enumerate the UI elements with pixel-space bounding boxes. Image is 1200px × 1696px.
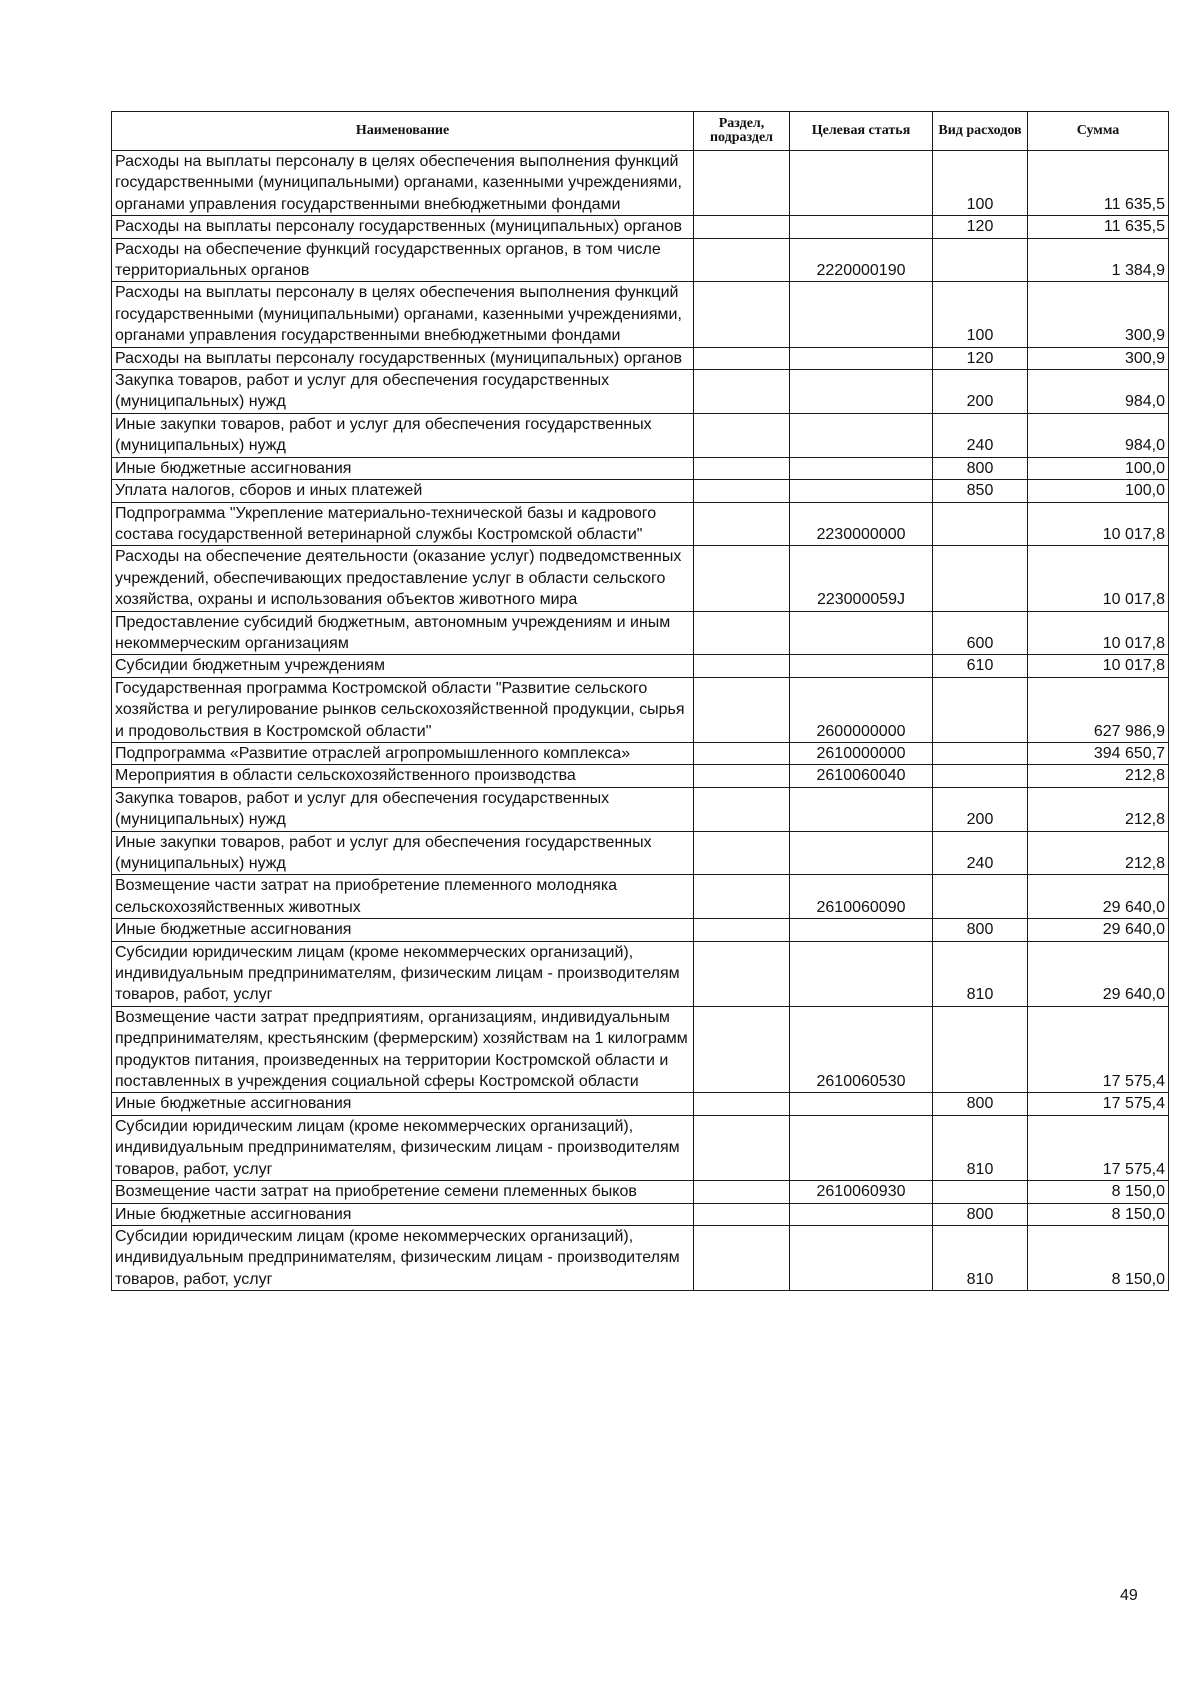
cell-sum: 212,8	[1028, 787, 1169, 831]
cell-section	[694, 347, 790, 369]
cell-code: 2220000190	[790, 238, 933, 282]
cell-kind: 200	[933, 370, 1028, 414]
cell-sum: 17 575,4	[1028, 1093, 1169, 1115]
table-row	[112, 831, 1169, 875]
table-row	[112, 216, 1169, 238]
cell-name: Расходы на выплаты персоналу в целях обеспечения выполнения функций государственными (муниципальными) органами, казенными учреждениями, органами управления государственными внебюджетными фондами	[112, 151, 694, 216]
header-code: Целевая статья	[790, 112, 933, 151]
cell-sum: 300,9	[1028, 282, 1169, 347]
cell-sum: 10 017,8	[1028, 655, 1169, 677]
cell-name: Иные закупки товаров, работ и услуг для обеспечения государственных (муниципальных) нужд	[112, 831, 694, 875]
cell-code	[790, 151, 933, 216]
cell-code	[790, 1225, 933, 1290]
cell-code: 2610060930	[790, 1181, 933, 1203]
cell-section	[694, 941, 790, 1006]
cell-section	[694, 216, 790, 238]
cell-sum: 300,9	[1028, 347, 1169, 369]
cell-code	[790, 831, 933, 875]
cell-name: Расходы на выплаты персоналу в целях обеспечения выполнения функций государственными (муниципальными) органами, казенными учреждениями, органами управления государственными внебюджетными фондами	[112, 282, 694, 347]
cell-sum: 394 650,7	[1028, 742, 1169, 764]
cell-section	[694, 151, 790, 216]
table-row	[112, 238, 1169, 282]
cell-section	[694, 282, 790, 347]
cell-kind	[933, 742, 1028, 764]
cell-kind: 810	[933, 941, 1028, 1006]
cell-section	[694, 1225, 790, 1290]
table-row	[112, 502, 1169, 546]
cell-kind: 800	[933, 1203, 1028, 1225]
cell-code	[790, 1093, 933, 1115]
table-row	[112, 677, 1169, 742]
cell-sum: 10 017,8	[1028, 611, 1169, 655]
table-row	[112, 1115, 1169, 1180]
header-kind: Вид расходов	[933, 112, 1028, 151]
cell-sum: 1 384,9	[1028, 238, 1169, 282]
cell-name: Субсидии бюджетным учреждениям	[112, 655, 694, 677]
table-row	[112, 1006, 1169, 1093]
budget-table-body	[112, 151, 1169, 1291]
cell-kind: 120	[933, 216, 1028, 238]
cell-name: Уплата налогов, сборов и иных платежей	[112, 480, 694, 502]
cell-sum: 984,0	[1028, 370, 1169, 414]
cell-name: Субсидии юридическим лицам (кроме некоммерческих организаций), индивидуальным предпринимателям, физическим лицам - производителям товаров, работ, услуг	[112, 1225, 694, 1290]
cell-code	[790, 216, 933, 238]
cell-name: Расходы на обеспечение деятельности (оказание услуг) подведомственных учреждений, обеспечивающих предоставление услуг в области сельского хозяйства, охраны и использования объектов животного мира	[112, 546, 694, 611]
cell-name: Подпрограмма "Укрепление материально-технической базы и кадрового состава государственной ветеринарной службы Костромской области"	[112, 502, 694, 546]
budget-table	[111, 111, 1169, 1291]
cell-sum: 29 640,0	[1028, 875, 1169, 919]
cell-name: Закупка товаров, работ и услуг для обеспечения государственных (муниципальных) нужд	[112, 787, 694, 831]
table-header-row	[112, 112, 1169, 151]
cell-section	[694, 677, 790, 742]
cell-section	[694, 1115, 790, 1180]
cell-kind	[933, 875, 1028, 919]
cell-kind	[933, 238, 1028, 282]
cell-name: Иные бюджетные ассигнования	[112, 1093, 694, 1115]
cell-kind: 100	[933, 282, 1028, 347]
cell-section	[694, 457, 790, 479]
table-row	[112, 941, 1169, 1006]
cell-code	[790, 282, 933, 347]
table-row	[112, 413, 1169, 457]
cell-sum: 10 017,8	[1028, 546, 1169, 611]
cell-name: Расходы на выплаты персоналу государственных (муниципальных) органов	[112, 216, 694, 238]
table-row	[112, 282, 1169, 347]
table-row	[112, 875, 1169, 919]
cell-sum: 17 575,4	[1028, 1006, 1169, 1093]
cell-sum: 10 017,8	[1028, 502, 1169, 546]
header-sum: Сумма	[1028, 112, 1169, 151]
cell-kind	[933, 1181, 1028, 1203]
cell-name: Возмещение части затрат на приобретение семени племенных быков	[112, 1181, 694, 1203]
cell-name: Субсидии юридическим лицам (кроме некоммерческих организаций), индивидуальным предпринимателям, физическим лицам - производителям товаров, работ, услуг	[112, 1115, 694, 1180]
page-number: 49	[1120, 1587, 1138, 1604]
cell-kind: 810	[933, 1115, 1028, 1180]
cell-name: Расходы на обеспечение функций государственных органов, в том числе территориальных органов	[112, 238, 694, 282]
cell-sum: 984,0	[1028, 413, 1169, 457]
cell-code	[790, 457, 933, 479]
cell-section	[694, 919, 790, 941]
cell-sum: 8 150,0	[1028, 1203, 1169, 1225]
table-row	[112, 765, 1169, 787]
cell-name: Иные бюджетные ассигнования	[112, 457, 694, 479]
table-row	[112, 370, 1169, 414]
cell-section	[694, 1181, 790, 1203]
cell-sum: 8 150,0	[1028, 1181, 1169, 1203]
cell-kind	[933, 1006, 1028, 1093]
table-row	[112, 480, 1169, 502]
cell-sum: 627 986,9	[1028, 677, 1169, 742]
cell-kind: 240	[933, 413, 1028, 457]
table-row	[112, 1203, 1169, 1225]
cell-name: Государственная программа Костромской области "Развитие сельского хозяйства и регулирование рынков сельскохозяйственной продукции, сырья и продовольствия в Костромской области"	[112, 677, 694, 742]
cell-name: Иные закупки товаров, работ и услуг для обеспечения государственных (муниципальных) нужд	[112, 413, 694, 457]
table-row	[112, 655, 1169, 677]
cell-sum: 29 640,0	[1028, 941, 1169, 1006]
cell-sum: 11 635,5	[1028, 151, 1169, 216]
table-row	[112, 742, 1169, 764]
table-row	[112, 1093, 1169, 1115]
cell-kind: 610	[933, 655, 1028, 677]
cell-kind: 800	[933, 457, 1028, 479]
cell-code	[790, 347, 933, 369]
cell-kind	[933, 677, 1028, 742]
cell-sum: 100,0	[1028, 480, 1169, 502]
table-row	[112, 611, 1169, 655]
cell-kind	[933, 765, 1028, 787]
cell-section	[694, 546, 790, 611]
cell-kind: 800	[933, 919, 1028, 941]
table-row	[112, 1225, 1169, 1290]
cell-section	[694, 1006, 790, 1093]
cell-name: Субсидии юридическим лицам (кроме некоммерческих организаций), индивидуальным предпринимателям, физическим лицам - производителям товаров, работ, услуг	[112, 941, 694, 1006]
cell-code: 2610060090	[790, 875, 933, 919]
cell-kind	[933, 502, 1028, 546]
cell-section	[694, 611, 790, 655]
cell-code	[790, 413, 933, 457]
cell-kind: 600	[933, 611, 1028, 655]
cell-sum: 17 575,4	[1028, 1115, 1169, 1180]
cell-kind: 120	[933, 347, 1028, 369]
cell-kind: 810	[933, 1225, 1028, 1290]
cell-sum: 8 150,0	[1028, 1225, 1169, 1290]
header-name: Наименование	[112, 112, 694, 151]
cell-section	[694, 831, 790, 875]
cell-kind: 100	[933, 151, 1028, 216]
cell-section	[694, 238, 790, 282]
cell-code	[790, 655, 933, 677]
cell-name: Иные бюджетные ассигнования	[112, 919, 694, 941]
cell-section	[694, 480, 790, 502]
cell-kind: 240	[933, 831, 1028, 875]
table-row	[112, 457, 1169, 479]
table-row	[112, 546, 1169, 611]
cell-name: Предоставление субсидий бюджетным, автономным учреждениям и иным некоммерческим организациям	[112, 611, 694, 655]
cell-code	[790, 370, 933, 414]
cell-section	[694, 1093, 790, 1115]
cell-code: 2610060040	[790, 765, 933, 787]
cell-code	[790, 480, 933, 502]
cell-section	[694, 1203, 790, 1225]
cell-sum: 212,8	[1028, 831, 1169, 875]
cell-kind	[933, 546, 1028, 611]
cell-kind: 800	[933, 1093, 1028, 1115]
cell-name: Подпрограмма «Развитие отраслей агропромышленного комплекса»	[112, 742, 694, 764]
cell-code: 223000059J	[790, 546, 933, 611]
cell-section	[694, 502, 790, 546]
cell-name: Возмещение части затрат на приобретение племенного молодняка сельскохозяйственных животных	[112, 875, 694, 919]
cell-kind: 850	[933, 480, 1028, 502]
cell-section	[694, 655, 790, 677]
table-row	[112, 1181, 1169, 1203]
cell-code	[790, 1115, 933, 1180]
table-row	[112, 347, 1169, 369]
header-section: Раздел, подраздел	[694, 112, 790, 151]
cell-code: 2600000000	[790, 677, 933, 742]
cell-kind: 200	[933, 787, 1028, 831]
cell-sum: 29 640,0	[1028, 919, 1169, 941]
cell-code	[790, 787, 933, 831]
cell-code	[790, 941, 933, 1006]
cell-name: Расходы на выплаты персоналу государственных (муниципальных) органов	[112, 347, 694, 369]
cell-code: 2610000000	[790, 742, 933, 764]
cell-code: 2610060530	[790, 1006, 933, 1093]
cell-code	[790, 919, 933, 941]
budget-sheet	[111, 111, 1168, 1291]
table-row	[112, 151, 1169, 216]
cell-section	[694, 765, 790, 787]
cell-name: Иные бюджетные ассигнования	[112, 1203, 694, 1225]
cell-code: 2230000000	[790, 502, 933, 546]
table-row	[112, 919, 1169, 941]
cell-name: Возмещение части затрат предприятиям, организациям, индивидуальным предпринимателям, крестьянским (фермерским) хозяйствам на 1 килограмм продуктов питания, произведенных на территории Костромской области и поставленных в учреждения социальной сферы Костромской области	[112, 1006, 694, 1093]
cell-name: Мероприятия в области сельскохозяйственного производства	[112, 765, 694, 787]
cell-name: Закупка товаров, работ и услуг для обеспечения государственных (муниципальных) нужд	[112, 370, 694, 414]
cell-code	[790, 1203, 933, 1225]
cell-section	[694, 875, 790, 919]
cell-sum: 212,8	[1028, 765, 1169, 787]
cell-sum: 11 635,5	[1028, 216, 1169, 238]
cell-section	[694, 742, 790, 764]
table-row	[112, 787, 1169, 831]
cell-section	[694, 787, 790, 831]
cell-sum: 100,0	[1028, 457, 1169, 479]
cell-section	[694, 370, 790, 414]
cell-section	[694, 413, 790, 457]
cell-code	[790, 611, 933, 655]
